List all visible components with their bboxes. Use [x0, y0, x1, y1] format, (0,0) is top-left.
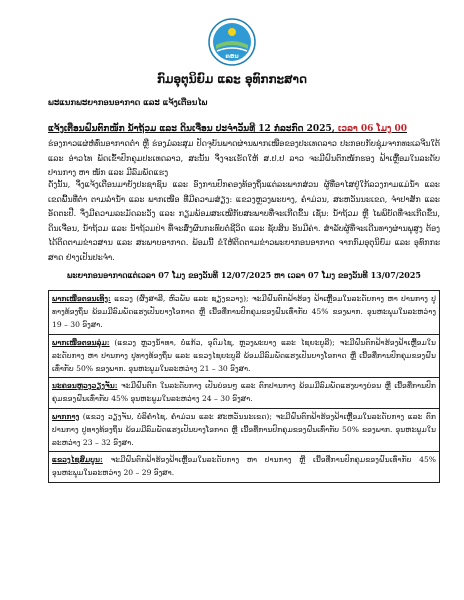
zone-detail: (ແຂວງ ຫຼວງນ້ຳທາ, ບໍ່ແກ້ວ, ອຸດົມໄຊ, ຫຼວງພະບາງ ແລະ ໄຊຍະບູລີ);: [114, 337, 335, 347]
forecast-period: ພະຍາກອນອາກາດແຕ່ເວລາ 07 ໂມງ ຂອງວັນທີ 12/07/2025 ຫາ ເວລາ 07 ໂມງ ຂອງວັນທີ 13/07/2025: [67, 270, 421, 280]
zone-cell: [49, 452, 440, 482]
table-row: [49, 378, 440, 408]
warning-title: [48, 124, 440, 134]
zone-detail: ແຂວງ (ຜົ້ງສາລີ, ຫົວພັນ ແລະ ຊຽງຂວາງ);: [114, 294, 249, 303]
zone-cell: [49, 378, 440, 408]
warning-time: ເວລາ 06 ໂມງ 00: [338, 124, 408, 134]
zone-text: ຈະມີຝົນຕົກຟ້າຮ້ອງຟ້າເຫຼື້ອມໃນລະດັບກາງ ຫາ ປານກາງ ຫຼື ເນື້ອທີ່ການປົກຄຸມຂອງຝົນເທົ່າກັບ 45% ອຸນຫະພູມໃນລະຫວ່າງ 20 – 29 ອົງສາ.: [52, 455, 436, 478]
zone-cell: [49, 291, 440, 335]
table-row: [49, 408, 440, 452]
zone-name: ນະຄອນຫຼວງວຽງຈັນ:: [52, 381, 118, 391]
zone-text: ຈະມີຝົນຕົກຟ້າຮ້ອງ ຟ້າເຫຼື້ອມໃນລະດັບກາງ ຫາ ປານກາງ ປູທາງທ້ອງຖິ່ນ ພ້ອມມີລົມພັດແຮງເປັນບາງໂອກາດ ຫຼື ເນື້ອທີ່ການປົກຄຸມຂອງຝົນເທົ່າກັບ 45% ຂອງພາກ. ອຸນຫະພູມໃນລະຫວ່າງ 19 – 30 ອົງສາ.: [52, 294, 436, 330]
zone-text: ຈະມີຝົນຕົກຟ້າຮ້ອງຟ້າເຫຼື້ອມໃນລະດັບກາງ ຫາ ປານກາງ ປູທາງທ້ອງຖິ່ນ ແລະ ແຂວງໄຊຍະບູລີ ພ້ອມມີລົມພັດແຮງເປັນບາງໂອກາດ ຫຼື ເນື້ອທີ່ການປົກຄຸມຂອງຝົນເທົ່າກັບ 50% ຂອງພາກ. ອຸນຫະພູມໃນລະຫວ່າງ 21 – 30 ອົງສາ.: [52, 337, 436, 374]
zone-name: ພາກເໜືອຕອນເທິງ:: [52, 294, 111, 303]
department-title: ພະແນກພະຍາກອນອາກາດ ແລະ ແຈ້ງເຕືອນໄພ: [48, 98, 208, 108]
warning-paragraph-2: ດັ່ງນັ້ນ, ຈຶ່ງແຈ້ງເຕືອນມາຍັງປະຊາຊົນ ແລະ ອົງການປົກຄອງທ້ອງຖິ່ນແຕ່ລະພາກສ່ວນ ຜູ້ທີ່ອາໄສຢູ່ໃກ້ລວງກາມແມ່ນໍ້າ ແລະ ເຂດພື້ນທີ່ຕ່ຳ ຕາມລຳນ້ຳ ແລະ ພາກເໜືອ ທີ່ມີຄວາມສ່ຽງ: ແຂວງຫຼວງພະບາງ, ຄຳມ່ວນ, ສະຫວັນນະເຂດ, ຈຳປາສັກ ແລະ ອັດຕະປື. ຈຶ່ງມີຄວາມລະມັດລະວັງ ແລະ ກຽມພ້ອມສະເໝີກັບສະພາບທີ່ຈະເກີດຂຶ້ນ ເຊັ່ນ: ນໍ້າຖ້ວມ ຫຼື ໄພພິບັດທີ່ຈະເກີດຂຶ້ນ, ດິນເຈື່ອນ, ນໍ້າຖ້ວມ ແລະ ນໍ້າຖ້ວມປ່າ ທີ່ຈະສົ່ງຜົນກະທົບຕໍ່ຊີວິດ ແລະ ຊັບສິນ ອັນມີຄ່າ. ສຳລັບຜູ້ທີ່ຈະເດີນທາງຜ່ານພູສູງ ຕ້ອງໄດ້ຕິດຕາມຂ່າວສານ ແລະ ສະພາບອາກາດ. ພ້ອມນີ້ ຂໍໃຫ້ຕິດຕາມຂ່າວພະຍາກອນອາກາດ ຈາກກົມອຸຕຸນິຍົມ ແລະ ອຸທົກກະສາດ ຢ່າງເປັນປະຈຳ.: [48, 180, 441, 262]
warning-title-text: ແຈ້ງເຕືອນຝົນຕົກໜັກ ນໍ້າຖ້ວມ ແລະ ດິນເຈື່ອນ ປະຈໍາວັນທີ 12 ກໍລະກົດ 2025,: [48, 124, 335, 134]
zone-detail: (ແຂວງ ວຽງຈັນ, ບໍລິຄຳໄຊ, ຄຳມ່ວນ ແລະ ສະຫວັນນະເຂດ);: [82, 411, 272, 421]
zone-name: ແຂວງໄຊສົມບູນ:: [52, 455, 103, 465]
ministry-logo-icon: [208, 18, 256, 66]
zone-name: ພາກເໜືອຕອນລຸ່ມ:: [52, 337, 110, 347]
table-row: [49, 291, 440, 335]
warning-paragraph-1: ຮ່ອງກາວແຜ່ຫໍ່ທົ່ນອາກາດຕໍ່າ ຫຼື ຮ່ອງມໍລະສຸມ ປັດຈຸບັນພາດຜ່ານພາກເໜືອຂອງປະເທດລາວ ປະກອບກັບຊຸ່ມຈາກທະເລຈີນໃຕ້ ແລະ ອ່າວໄທ ພັດເຂົ້າປົກຄຸມປະເທດລາວ, ສະນັ້ນ ຈຶ່ງຈະເຮັດໃຫ້ ສ.ປ.ປ ລາວ ຈະມີຝົນຕົກໜັກຮອງ ຟ້າເຫຼື້ອມໃນລະດັບປານກາງ ຫາ ໜັກ ແລະ ມີລົມພັດແຮງ: [48, 139, 440, 178]
logo-text: ຄອນ: [225, 53, 239, 60]
zone-text: ຈະມີຝົນຕົກ ໃນລະດັບກາງ ເປັນບ່ອນໆ ແລະ ຕົກປານກາງ ພ້ອມມີລົມພັດແຮງບາງບ່ອນ ຫຼື ເນື້ອທີ່ການປົກຄຸມຂອງຝົນເທົ່າກັບ 45% ອຸນຫະພູມໃນລະຫວ່າງ 24 – 30 ອົງສາ.: [52, 381, 436, 404]
table-row: [49, 334, 440, 378]
ministry-title: ກົມອຸຕຸນິຍົມ ແລະ ອຸທົກກະສາດ: [156, 72, 308, 86]
zone-cell: [49, 408, 440, 452]
zone-name: ພາກກາງ: [52, 411, 80, 421]
forecast-zones-table: [48, 290, 440, 483]
zone-cell: [49, 334, 440, 378]
table-row: [49, 452, 440, 482]
zone-text: ຈະມີຝົນຕົກຟ້າຮ້ອງຟ້າເຫຼື້ອມໃນລະດັບກາງ ແລະ ຕົກປານກາງ ປູທາງທ້ອງຖິ່ນ ພ້ອມມີລົມພັດແຮງເປັນບາງໂອກາດ ຫຼື ເນື້ອທີ່ການປົກຄຸມຂອງຝົນເທົ່າກັບ 50% ຂອງພາກ. ອຸນຫະພູມໃນລະຫວ່າງ 23 – 32 ອົງສາ.: [52, 411, 436, 448]
